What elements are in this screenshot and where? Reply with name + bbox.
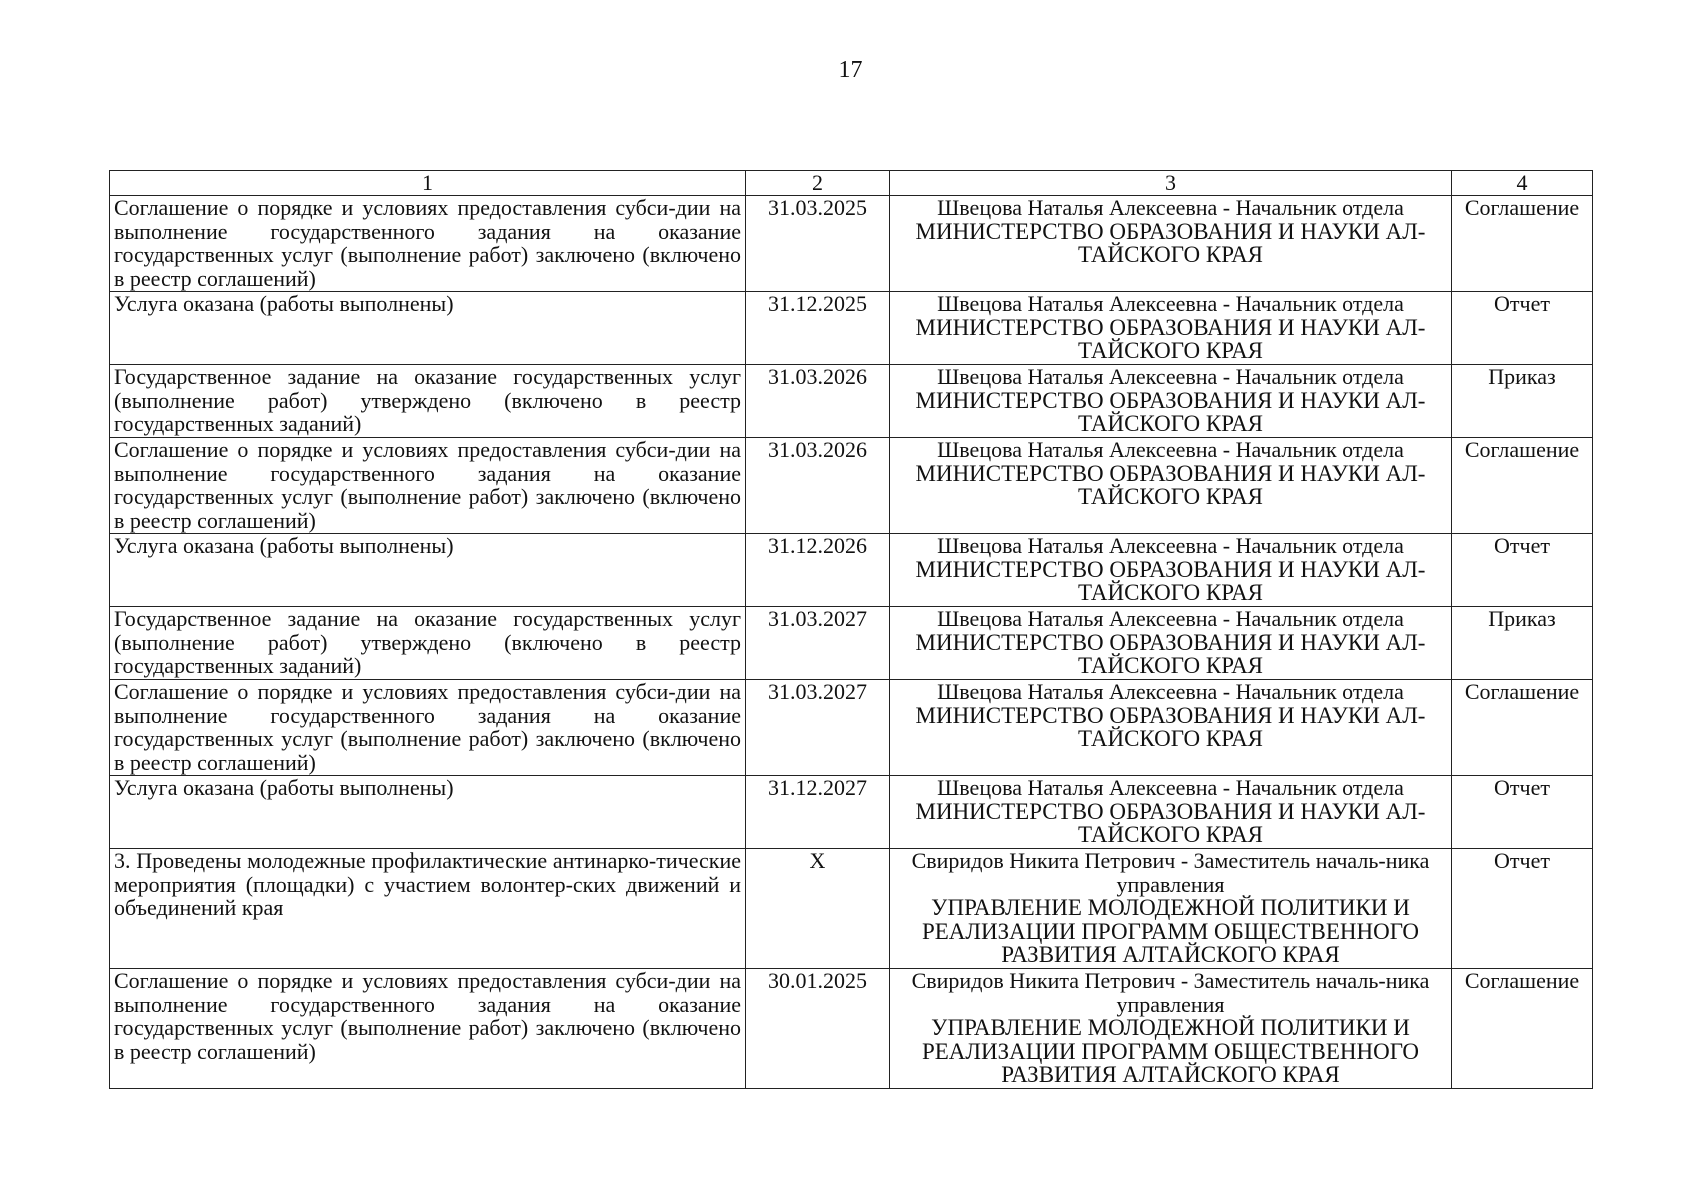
table-header-row [110,171,1593,196]
responsible-person: Швецова Наталья Алексеевна - Начальник отдела [937,364,1404,389]
responsible-cell [890,849,1452,969]
document-type-cell: Отчет [1452,292,1593,365]
date-cell: 31.03.2025 [746,196,890,292]
stage-cell: 3. Проведены молодежные профилактические антинарко-тические мероприятия (площадки) с участием волонтер-ских движений и объединений края [110,849,746,969]
responsible-organization: МИНИСТЕРСТВО ОБРАЗОВАНИЯ И НАУКИ АЛ-ТАЙСКОГО КРАЯ [915,387,1426,436]
document-type-cell: Соглашение [1452,680,1593,776]
responsible-cell [890,607,1452,680]
responsible-cell [890,680,1452,776]
stage-cell: Услуга оказана (работы выполнены) [110,292,746,365]
document-type-cell: Приказ [1452,607,1593,680]
responsible-person: Свиридов Никита Петрович - Заместитель началь-ника управления [911,848,1430,897]
stage-cell: Соглашение о порядке и условиях предоставления субси-дии на выполнение государственного задания на оказание государственных услуг (выполнение работ) заключено (включено в реестр соглашений) [110,438,746,534]
table-row [110,534,1593,607]
document-type-cell: Соглашение [1452,969,1593,1089]
stage-cell: Государственное задание на оказание государственных услуг (выполнение работ) утверждено (включено в реестр государственных заданий) [110,365,746,438]
responsible-organization: УПРАВЛЕНИЕ МОЛОДЕЖНОЙ ПОЛИТИКИ И РЕАЛИЗАЦИИ ПРОГРАММ ОБЩЕСТВЕННОГО РАЗВИТИЯ АЛТАЙСКОГО КРАЯ [921,1015,1420,1087]
responsible-cell [890,292,1452,365]
control-points-table [109,170,1593,1089]
table-row [110,196,1593,292]
date-cell: 31.03.2026 [746,438,890,534]
page-number: 17 [838,57,863,83]
document-type-cell: Отчет [1452,534,1593,607]
table-row [110,438,1593,534]
document-type-cell: Отчет [1452,776,1593,849]
responsible-organization: МИНИСТЕРСТВО ОБРАЗОВАНИЯ И НАУКИ АЛ-ТАЙСКОГО КРАЯ [915,556,1426,605]
responsible-organization: УПРАВЛЕНИЕ МОЛОДЕЖНОЙ ПОЛИТИКИ И РЕАЛИЗАЦИИ ПРОГРАММ ОБЩЕСТВЕННОГО РАЗВИТИЯ АЛТАЙСКОГО КРАЯ [921,895,1420,967]
table-row [110,969,1593,1089]
table-row [110,849,1593,969]
responsible-cell [890,969,1452,1089]
column-header-4: 4 [1452,171,1593,196]
responsible-cell [890,365,1452,438]
responsible-organization: МИНИСТЕРСТВО ОБРАЗОВАНИЯ И НАУКИ АЛ-ТАЙСКОГО КРАЯ [915,314,1426,363]
date-cell: 30.01.2025 [746,969,890,1089]
stage-cell: Соглашение о порядке и условиях предоставления субси-дии на выполнение государственного задания на оказание государственных услуг (выполнение работ) заключено (включено в реестр соглашений) [110,680,746,776]
date-cell: 31.12.2026 [746,534,890,607]
column-header-1: 1 [110,171,746,196]
table-row [110,607,1593,680]
table-row [110,365,1593,438]
stage-cell: Услуга оказана (работы выполнены) [110,776,746,849]
document-type-cell: Соглашение [1452,196,1593,292]
stage-cell: Соглашение о порядке и условиях предоставления субси-дии на выполнение государственного задания на оказание государственных услуг (выполнение работ) заключено (включено в реестр соглашений) [110,969,746,1089]
document-type-cell: Приказ [1452,365,1593,438]
table-row [110,776,1593,849]
responsible-cell [890,438,1452,534]
responsible-organization: МИНИСТЕРСТВО ОБРАЗОВАНИЯ И НАУКИ АЛ-ТАЙСКОГО КРАЯ [915,702,1426,751]
date-cell: 31.03.2026 [746,365,890,438]
responsible-person: Швецова Наталья Алексеевна - Начальник отдела [937,533,1404,558]
responsible-cell [890,776,1452,849]
responsible-organization: МИНИСТЕРСТВО ОБРАЗОВАНИЯ И НАУКИ АЛ-ТАЙСКОГО КРАЯ [915,798,1426,847]
date-cell: X [746,849,890,969]
responsible-organization: МИНИСТЕРСТВО ОБРАЗОВАНИЯ И НАУКИ АЛ-ТАЙСКОГО КРАЯ [915,218,1426,267]
date-cell: 31.03.2027 [746,607,890,680]
column-header-3: 3 [890,171,1452,196]
responsible-person: Швецова Наталья Алексеевна - Начальник отдела [937,679,1404,704]
responsible-cell [890,534,1452,607]
table-row [110,680,1593,776]
column-header-2: 2 [746,171,890,196]
stage-cell: Соглашение о порядке и условиях предоставления субси-дии на выполнение государственного задания на оказание государственных услуг (выполнение работ) заключено (включено в реестр соглашений) [110,196,746,292]
date-cell: 31.03.2027 [746,680,890,776]
responsible-cell [890,196,1452,292]
date-cell: 31.12.2025 [746,292,890,365]
table-row [110,292,1593,365]
responsible-person: Свиридов Никита Петрович - Заместитель началь-ника управления [911,968,1430,1017]
stage-cell: Государственное задание на оказание государственных услуг (выполнение работ) утверждено (включено в реестр государственных заданий) [110,607,746,680]
responsible-organization: МИНИСТЕРСТВО ОБРАЗОВАНИЯ И НАУКИ АЛ-ТАЙСКОГО КРАЯ [915,460,1426,509]
responsible-person: Швецова Наталья Алексеевна - Начальник отдела [937,775,1404,800]
responsible-organization: МИНИСТЕРСТВО ОБРАЗОВАНИЯ И НАУКИ АЛ-ТАЙСКОГО КРАЯ [915,629,1426,678]
responsible-person: Швецова Наталья Алексеевна - Начальник отдела [937,195,1404,220]
responsible-person: Швецова Наталья Алексеевна - Начальник отдела [937,606,1404,631]
responsible-person: Швецова Наталья Алексеевна - Начальник отдела [937,291,1404,316]
document-type-cell: Отчет [1452,849,1593,969]
document-type-cell: Соглашение [1452,438,1593,534]
date-cell: 31.12.2027 [746,776,890,849]
responsible-person: Швецова Наталья Алексеевна - Начальник отдела [937,437,1404,462]
stage-cell: Услуга оказана (работы выполнены) [110,534,746,607]
